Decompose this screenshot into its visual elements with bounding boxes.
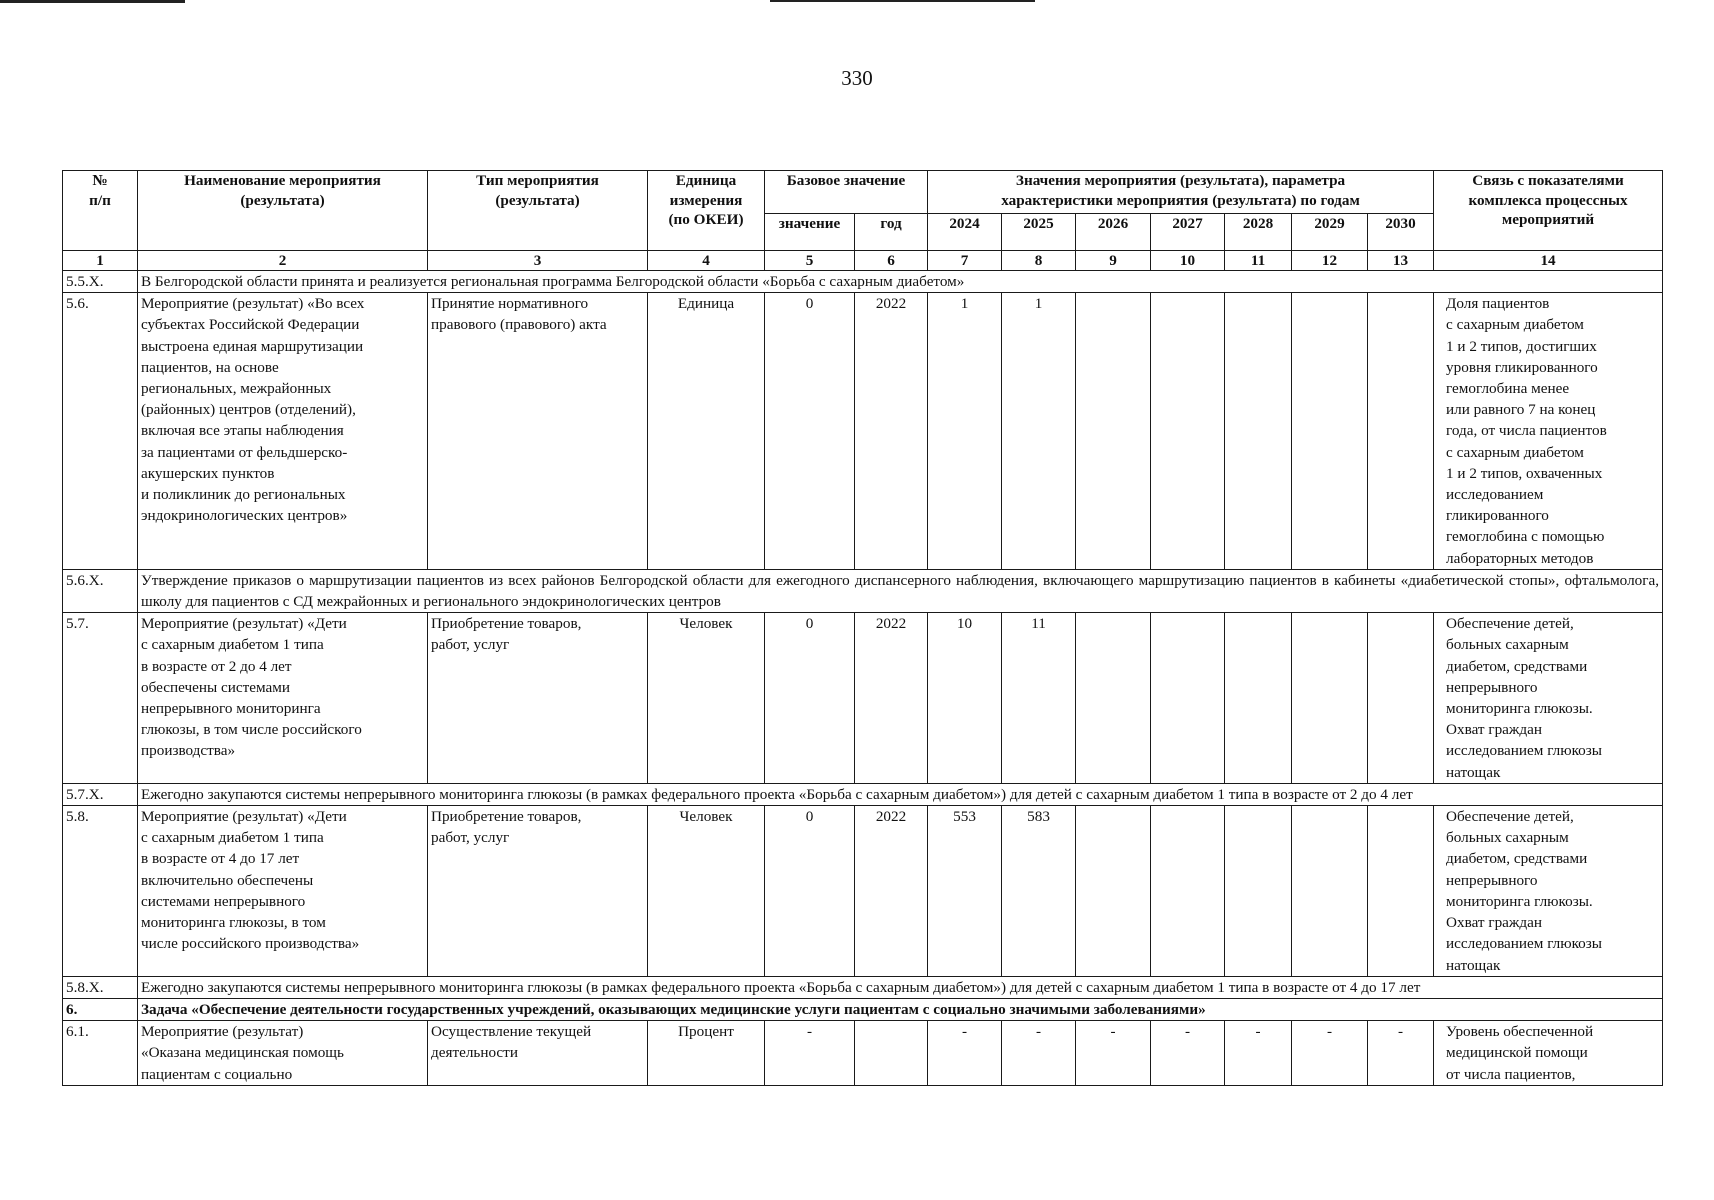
year-value: 1: [928, 293, 1002, 570]
year-value: -: [1368, 1021, 1434, 1086]
column-number: 2: [138, 251, 428, 271]
year-value: [1151, 293, 1225, 570]
column-number: 9: [1076, 251, 1151, 271]
base-value: 0: [765, 293, 855, 570]
measure-name: Мероприятие (результат) «Дети с сахарным диабетом 1 типа в возрасте от 4 до 17 лет включительно обеспечены системами непрерывного мониторинга глюкозы, в том числе российского производства»: [138, 806, 428, 977]
header-year: 2028: [1225, 214, 1292, 251]
year-value: [1076, 806, 1151, 977]
base-value: -: [765, 1021, 855, 1086]
header-base: Базовое значение: [765, 171, 928, 214]
linked-indicator: Доля пациентов с сахарным диабетом 1 и 2 типов, достигших уровня гликированного гемоглобина менее или равного 7 на конец года, от числа пациентов с сахарным диабетом 1 и 2 типов, охваченных исследованием гликированного гемоглобина с помощью лабораторных методов: [1434, 293, 1663, 570]
linked-indicator: Уровень обеспеченной медицинской помощи от числа пациентов,: [1434, 1021, 1663, 1086]
column-number: 3: [428, 251, 648, 271]
column-number: 8: [1002, 251, 1076, 271]
header-base-value: значение: [765, 214, 855, 251]
measure-name: Мероприятие (результат) «Дети с сахарным диабетом 1 типа в возрасте от 2 до 4 лет обеспечены системами непрерывного мониторинга глюкозы, в том числе российского производства»: [138, 613, 428, 784]
scan-edge-line: [770, 0, 1035, 2]
base-value: 0: [765, 613, 855, 784]
measure-unit: Человек: [648, 613, 765, 784]
column-number: 14: [1434, 251, 1663, 271]
year-value: -: [1225, 1021, 1292, 1086]
year-value: [1292, 613, 1368, 784]
row-number: 6.: [63, 998, 138, 1020]
measure-type: Приобретение товаров, работ, услуг: [428, 613, 648, 784]
header-base-year: год: [855, 214, 928, 251]
row-number: 5.7.: [63, 613, 138, 784]
year-value: [1292, 806, 1368, 977]
header-link: Связь с показателями комплекса процессных мероприятий: [1434, 171, 1663, 251]
row-number: 6.1.: [63, 1021, 138, 1086]
base-year: 2022: [855, 806, 928, 977]
scan-edge-line: [0, 0, 185, 3]
base-year: 2022: [855, 613, 928, 784]
column-number: 7: [928, 251, 1002, 271]
span-text: В Белгородской области принята и реализуется региональная программа Белгородской области «Борьба с сахарным диабетом»: [138, 271, 1663, 293]
column-number: 5: [765, 251, 855, 271]
year-value: [1225, 613, 1292, 784]
measures-table: [62, 170, 1663, 1086]
year-value: [1151, 806, 1225, 977]
measure-unit: Человек: [648, 806, 765, 977]
year-value: [1151, 613, 1225, 784]
row-number: 5.7.X.: [63, 783, 138, 805]
header-year: 2030: [1368, 214, 1434, 251]
year-value: 10: [928, 613, 1002, 784]
column-number-row: [63, 251, 1663, 271]
header-year: 2027: [1151, 214, 1225, 251]
base-value: 0: [765, 806, 855, 977]
span-text: Ежегодно закупаются системы непрерывного мониторинга глюкозы (в рамках федерального проекта «Борьба с сахарным диабетом») для детей с сахарным диабетом 1 типа в возрасте от 2 до 4 лет: [138, 783, 1663, 805]
measure-unit: Единица: [648, 293, 765, 570]
span-row: [63, 976, 1663, 998]
year-value: 1: [1002, 293, 1076, 570]
year-value: 583: [1002, 806, 1076, 977]
column-number: 11: [1225, 251, 1292, 271]
column-number: 12: [1292, 251, 1368, 271]
measure-name: Мероприятие (результат) «Оказана медицинская помощь пациентам с социально: [138, 1021, 428, 1086]
year-value: [1368, 613, 1434, 784]
year-value: -: [1292, 1021, 1368, 1086]
measure-type: Осуществление текущей деятельности: [428, 1021, 648, 1086]
header-years-group: Значения мероприятия (результата), параметра характеристики мероприятия (результата) по годам: [928, 171, 1434, 214]
year-value: [1292, 293, 1368, 570]
row-number: 5.6.X.: [63, 569, 138, 612]
column-number: 6: [855, 251, 928, 271]
span-text: Утверждение приказов о маршрутизации пациентов из всех районов Белгородской области для ежегодного диспансерного наблюдения, включающего маршрутизацию пациентов в кабинеты «диабетической стопы», офтальмолога, школу для пациентов с СД межрайонных и регионального эндокринологических центров: [138, 569, 1663, 612]
header-year: 2026: [1076, 214, 1151, 251]
measure-name: Мероприятие (результат) «Во всех субъектах Российской Федерации выстроена единая маршрутизации пациентов, на основе региональных, межрайонных (районных) центров (отделений), включая все этапы наблюдения за пациентами от фельдшерско- акушерских пунктов и поликлиник до региональных эндокринологических центров»: [138, 293, 428, 570]
measure-row: [63, 806, 1663, 977]
column-number: 10: [1151, 251, 1225, 271]
row-number: 5.5.X.: [63, 271, 138, 293]
header-year: 2025: [1002, 214, 1076, 251]
measure-row: [63, 293, 1663, 570]
column-number: 1: [63, 251, 138, 271]
span-row: [63, 569, 1663, 612]
header-name: Наименование мероприятия (результата): [138, 171, 428, 251]
year-value: -: [1076, 1021, 1151, 1086]
header-type: Тип мероприятия (результата): [428, 171, 648, 251]
row-number: 5.8.: [63, 806, 138, 977]
year-value: [1368, 293, 1434, 570]
year-value: [1076, 613, 1151, 784]
column-number: 4: [648, 251, 765, 271]
row-number: 5.6.: [63, 293, 138, 570]
linked-indicator: Обеспечение детей, больных сахарным диабетом, средствами непрерывного мониторинга глюкозы. Охват граждан исследованием глюкозы натощак: [1434, 613, 1663, 784]
base-year: [855, 1021, 928, 1086]
task-text: Задача «Обеспечение деятельности государственных учреждений, оказывающих медицинские услуги пациентам с социально значимыми заболеваниями»: [138, 998, 1663, 1020]
year-value: -: [928, 1021, 1002, 1086]
year-value: [1225, 806, 1292, 977]
year-value: 553: [928, 806, 1002, 977]
base-year: 2022: [855, 293, 928, 570]
year-value: [1368, 806, 1434, 977]
page-number: 330: [841, 66, 873, 90]
task-row: [63, 998, 1663, 1020]
span-text: Ежегодно закупаются системы непрерывного мониторинга глюкозы (в рамках федерального проекта «Борьба с сахарным диабетом») для детей с сахарным диабетом 1 типа в возрасте от 4 до 17 лет: [138, 976, 1663, 998]
header-unit: Единица измерения (по ОКЕИ): [648, 171, 765, 251]
year-value: [1225, 293, 1292, 570]
measure-row: [63, 1021, 1663, 1086]
year-value: -: [1151, 1021, 1225, 1086]
span-row: [63, 271, 1663, 293]
header-year: 2029: [1292, 214, 1368, 251]
measure-type: Приобретение товаров, работ, услуг: [428, 806, 648, 977]
measure-type: Принятие нормативного правового (правового) акта: [428, 293, 648, 570]
span-row: [63, 783, 1663, 805]
year-value: 11: [1002, 613, 1076, 784]
column-number: 13: [1368, 251, 1434, 271]
year-value: [1076, 293, 1151, 570]
row-number: 5.8.X.: [63, 976, 138, 998]
measure-unit: Процент: [648, 1021, 765, 1086]
linked-indicator: Обеспечение детей, больных сахарным диабетом, средствами непрерывного мониторинга глюкозы. Охват граждан исследованием глюкозы натощак: [1434, 806, 1663, 977]
header-num: № п/п: [63, 171, 138, 251]
year-value: -: [1002, 1021, 1076, 1086]
measure-row: [63, 613, 1663, 784]
header-row: [63, 171, 1663, 214]
header-year: 2024: [928, 214, 1002, 251]
